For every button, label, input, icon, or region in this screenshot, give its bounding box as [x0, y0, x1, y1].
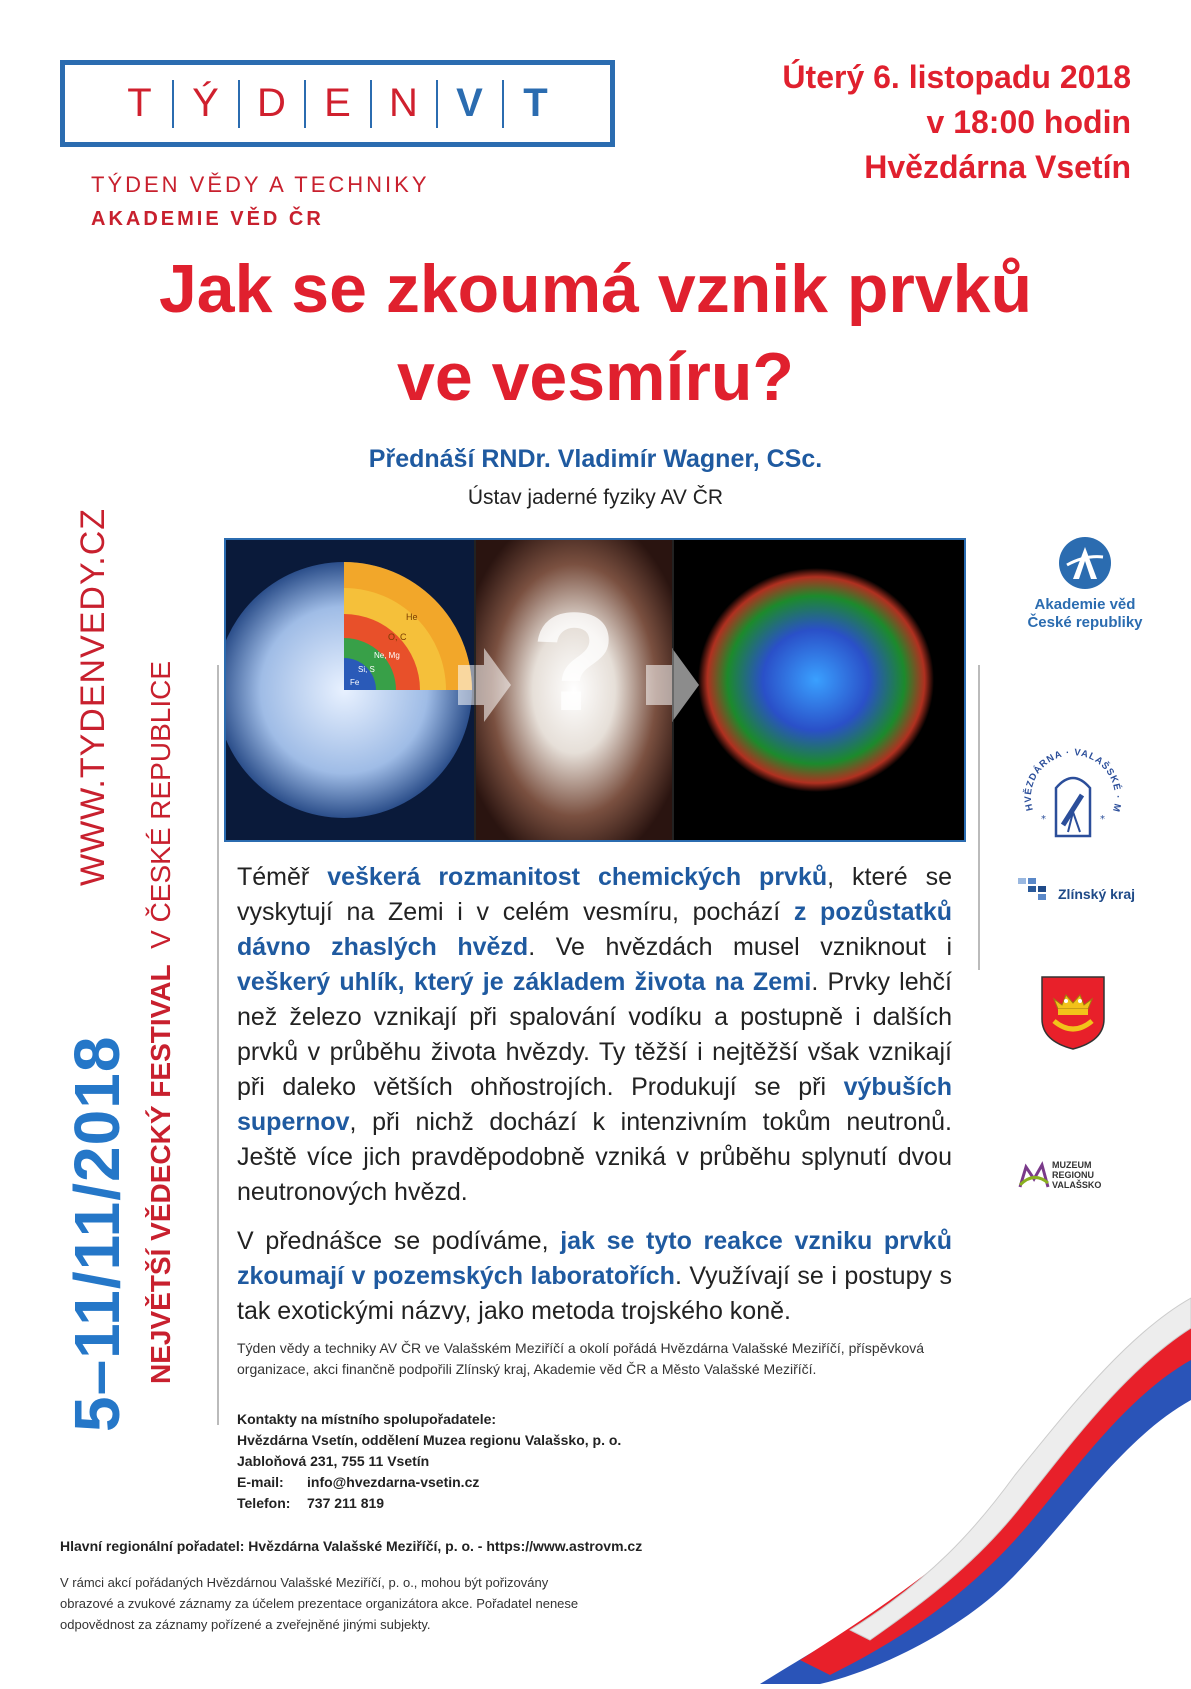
logo-separator — [502, 80, 504, 128]
body-text: V přednášce se podíváme, — [237, 1227, 561, 1255]
logo-letter: N — [389, 81, 418, 125]
lecture-title — [0, 245, 1191, 421]
academy-logo-text — [1010, 596, 1160, 632]
highlight-text: jak se tyto reakce vzniku prvků zkoumají v pozemských laboratořích — [237, 1227, 952, 1290]
zlin-region-logo — [1018, 876, 1135, 902]
festival-bold: NEJVĚTŠÍ VĚDECKÝ FESTIVAL — [145, 964, 176, 1384]
festival-vertical — [145, 661, 177, 1384]
museum-line-2: REGIONU — [1052, 1170, 1095, 1180]
label-oc: O, C — [388, 632, 407, 642]
telescope-icon — [1018, 740, 1128, 850]
phone-value: 737 211 819 — [307, 1495, 385, 1511]
speaker-name: Přednáší RNDr. Vladimír Wagner, CSc. — [368, 445, 823, 473]
label-sis: Si, S — [358, 665, 375, 674]
museum-line-3: VALAŠSKO — [1052, 1180, 1102, 1190]
contacts-address: Jabloňová 231, 755 11 Vsetín — [237, 1453, 430, 1469]
tricolor-ribbon — [760, 1280, 1191, 1689]
speaker-institute: Ústav jaderné fyziky AV ČR — [467, 486, 724, 509]
main-organizer: Hlavní regionální pořadatel: Hvězdárna Valašské Meziříčí, p. o. - https://www.astrovm.cz — [60, 1538, 643, 1554]
divider-left — [217, 665, 219, 1425]
highlight-text: veškerá rozmanitost chemických prvků — [327, 863, 828, 891]
organizer-note: Týden vědy a techniky AV ČR ve Valašském Meziříčí a okolí pořádá Hvězdárna Valašské Meziříčí, příspěvková organizace, akci finančně podpořili Zlínský kraj, Akademie věd ČR a Město Valašské Meziříčí. — [237, 1340, 925, 1377]
title-line-2: ve vesmíru? — [397, 339, 794, 415]
body-text: , při nichž dochází k intenzivním tokům neutronů. Ještě více jich pravděpodobně vzniká v průběhu splynutí dvou neutronových hvězd. — [237, 1108, 952, 1206]
zlin-region-name: Zlínský kraj — [1058, 886, 1136, 902]
label-fe: Fe — [350, 678, 360, 687]
svg-text:*: * — [1100, 814, 1105, 825]
event-info — [782, 55, 1131, 190]
highlight-text: výbuších supernov — [237, 1073, 952, 1136]
logo-separator — [238, 80, 240, 128]
observatory-logo — [1018, 740, 1128, 855]
academy-line-1: Akademie věd — [1034, 596, 1136, 613]
contacts-heading: Kontakty na místního spolupořadatele: — [237, 1411, 497, 1427]
label-nemg: Ne, Mg — [374, 651, 400, 660]
event-place: Hvězdárna Vsetín — [864, 149, 1131, 185]
disclaimer: V rámci akcí pořádaných Hvězdárnou Valašské Meziříčí, p. o., mohou být pořizovány obrazové a zvukové záznamy za účelem prezentace organizátora akce. Pořadatel nenese odpovědnost za záznamy pořízené a zveřejněné jinými subjekty. — [60, 1575, 579, 1632]
svg-text:*: * — [1041, 814, 1046, 825]
body-text: . Využívají se i postupy s tak exotickými názvy, jako metoda trojského koně. — [237, 1262, 952, 1325]
body-text: Téměř — [237, 863, 328, 891]
contacts-phone-row — [237, 1493, 737, 1514]
svg-text:HVĚZDÁRNA · VALAŠSKÉ · MEZIŘÍČ — [1018, 740, 1123, 814]
logo-letter: V — [456, 81, 483, 125]
museum-m-icon — [1018, 1161, 1050, 1189]
website-vertical: WWW.TYDENVEDY.CZ — [74, 507, 112, 886]
crest-icon — [1040, 975, 1106, 1051]
body-text: . Prvky lehčí než železo vznikají při spalování vodíku a postupně i dalších prvků v průběhu života hvězdy. Ty těžší i nejtěžší však vznikají při daleko větších ohňostrojích. Produkují se při — [237, 968, 952, 1101]
phone-label: Telefon: — [237, 1495, 291, 1511]
festival-dates: 5–11/11/2018 — [61, 1035, 133, 1432]
lecture-description — [237, 860, 952, 1343]
academy-subtitle: AKADEMIE VĚD ČR — [91, 208, 324, 230]
logo-letter: D — [257, 81, 286, 125]
body-text: . Ve hvězdách musel vzniknout i — [528, 933, 953, 961]
logo-separator — [304, 80, 306, 128]
contacts-org: Hvězdárna Vsetín, oddělení Muzea regionu Valašsko, p. o. — [237, 1432, 622, 1448]
tydenvt-logo — [60, 60, 615, 147]
logo-letter: E — [324, 81, 351, 125]
academy-line-2: České republiky — [1027, 614, 1143, 631]
festival-subtitle: TÝDEN VĚDY A TECHNIKY — [91, 172, 430, 197]
town-crest — [1040, 975, 1106, 1056]
event-date: Úterý 6. listopadu 2018 — [782, 59, 1131, 95]
contacts-email-row — [237, 1472, 737, 1493]
body-text: , které se vyskytují na Zemi i v celém vesmíru, pochází — [237, 863, 952, 926]
hero-image — [224, 538, 966, 842]
logo-separator — [370, 80, 372, 128]
remnant-nebula — [698, 568, 934, 792]
logo-letter: T — [127, 81, 152, 125]
title-line-1: Jak se zkoumá vznik prvků — [158, 251, 1033, 327]
academy-logo — [1010, 535, 1160, 632]
museum-logo — [1018, 1160, 1101, 1190]
email-label: E-mail: — [237, 1474, 284, 1490]
hero-illustration — [226, 540, 964, 840]
paragraph-1 — [237, 860, 952, 1210]
contacts-block — [237, 1409, 737, 1514]
question-mark: ? — [531, 583, 617, 740]
zlin-squares-icon — [1018, 878, 1054, 900]
logo-letter: T — [523, 81, 548, 125]
museum-line-1: MUZEUM — [1052, 1160, 1092, 1170]
label-he: He — [406, 612, 418, 622]
divider-right — [978, 665, 980, 970]
academy-a-icon — [1055, 535, 1115, 591]
highlight-text: veškerý uhlík, který je základem života na Zemi — [237, 968, 812, 996]
logo-separator — [172, 80, 174, 128]
highlight-text: z pozůstatků dávno zhaslých hvězd — [237, 898, 952, 961]
logo-separator — [436, 80, 438, 128]
email-link[interactable]: info@hvezdarna-vsetin.cz — [307, 1474, 480, 1490]
ribbon-graphic — [760, 1280, 1191, 1684]
observatory-name: HVĚZDÁRNA · VALAŠSKÉ · M — [1022, 747, 1124, 814]
festival-rest: V ČESKÉ REPUBLICE — [145, 661, 176, 949]
logo-letter: Ý — [192, 81, 219, 125]
event-time: v 18:00 hodin — [926, 104, 1131, 140]
